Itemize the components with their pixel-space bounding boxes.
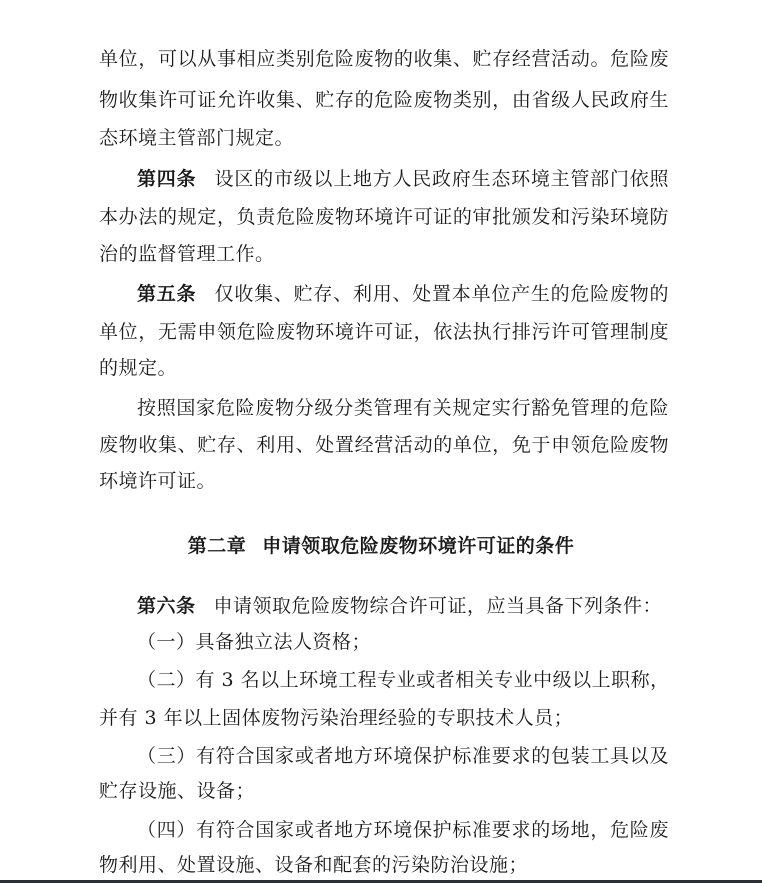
paragraph-text: 仅收集、贮存、利用、处置本单位产生的危险废物的	[214, 283, 669, 305]
article-6-line	[137, 594, 669, 618]
paragraph-line: 态环境主管部门规定。	[99, 127, 295, 149]
chapter-heading	[0, 534, 762, 558]
article-4-number: 第四条	[137, 168, 197, 190]
paragraph-line: 物利用、处置设施、设备和配套的污染防治设施；	[99, 854, 529, 876]
paragraph-line: 治的监督管理工作。	[99, 243, 275, 265]
list-item: （一）具备独立法人资格；	[137, 631, 372, 653]
chapter-number: 第二章	[187, 535, 247, 557]
list-item: （二）有 3 名以上环境工程专业或者相关专业中级以上职称，	[137, 669, 670, 691]
chapter-title: 申请领取危险废物环境许可证的条件	[262, 535, 575, 557]
paragraph-line: 本办法的规定，负责危险废物环境许可证的审批颁发和污染环境防	[99, 206, 669, 228]
paragraph-line: 的规定。	[99, 357, 178, 379]
paragraph-line: 单位，可以从事相应类别危险废物的收集、贮存经营活动。危险废	[99, 48, 669, 70]
paragraph-line: 并有 3 年以上固体废物污染治理经验的专职技术人员；	[99, 707, 574, 729]
article-6-number: 第六条	[137, 595, 196, 617]
list-item: （三）有符合国家或者地方环境保护标准要求的包装工具以及	[137, 745, 669, 767]
paragraph-line: 贮存设施、设备；	[99, 780, 256, 802]
paragraph-line: 按照国家危险废物分级分类管理有关规定实行豁免管理的危险	[137, 397, 669, 419]
list-item: （四）有符合国家或者地方环境保护标准要求的场地，危险废	[137, 819, 669, 841]
paragraph-text: 设区的市级以上地方人民政府生态环境主管部门依照	[214, 168, 669, 190]
paragraph-line: 环境许可证。	[99, 470, 217, 492]
article-5-number: 第五条	[137, 283, 197, 305]
article-5-line	[137, 282, 669, 306]
paragraph-text: 申请领取危险废物综合许可证，应当具备下列条件：	[213, 595, 663, 617]
paragraph-line: 废物收集、贮存、利用、处置经营活动的单位，免于申领危险废物	[99, 434, 669, 456]
paragraph-line: 物收集许可证允许收集、贮存的危险废物类别，由省级人民政府生	[99, 89, 669, 111]
paragraph-line: 单位，无需申领危险废物环境许可证，依法执行排污许可管理制度	[99, 321, 669, 343]
article-4-line	[137, 167, 669, 191]
